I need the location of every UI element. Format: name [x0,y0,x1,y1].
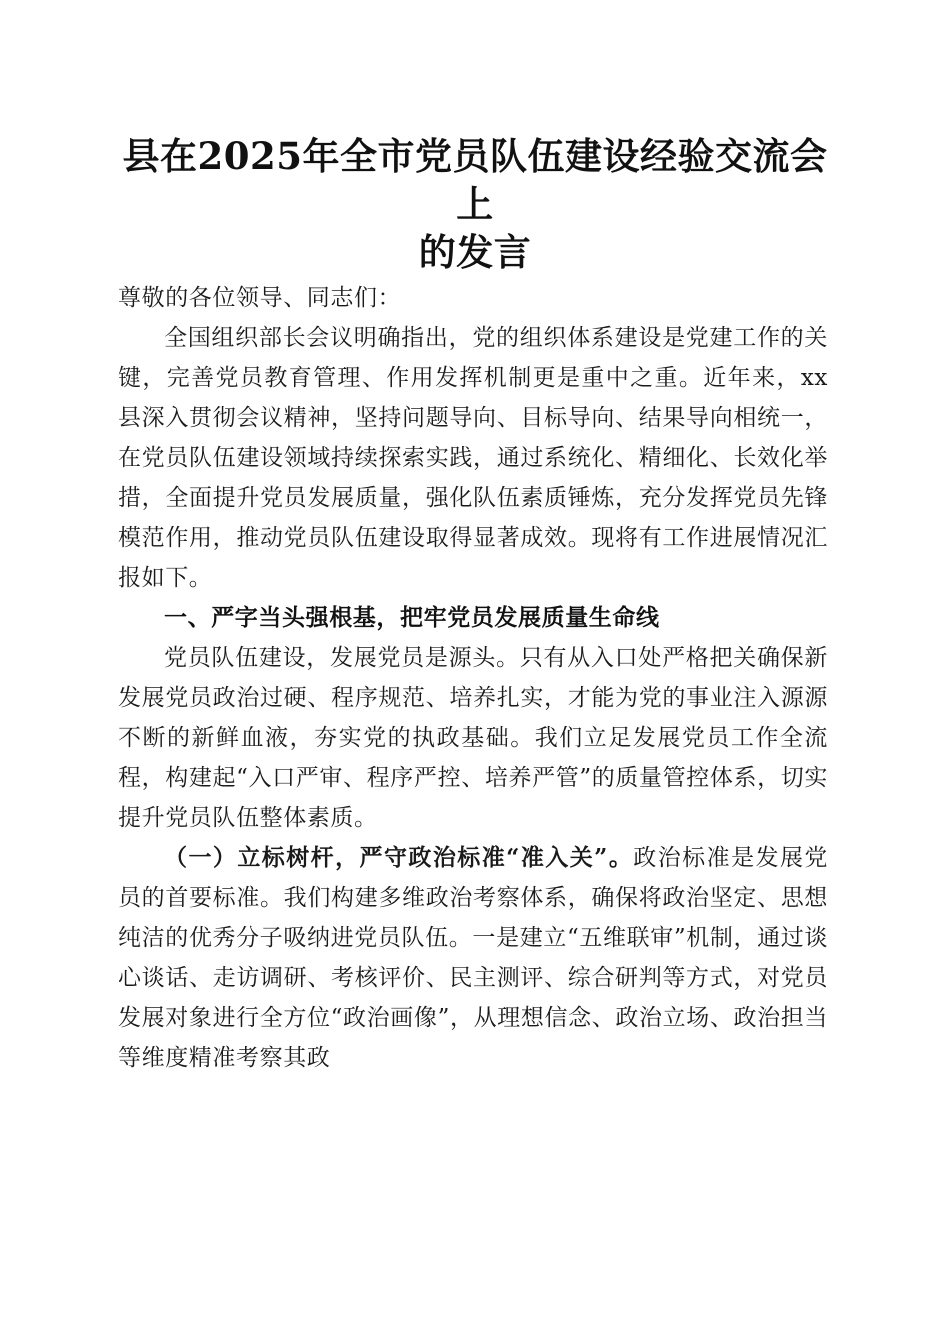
title-line-1: 县在2025年全市党员队伍建设经验交流会上 [122,134,828,226]
document-title [118,132,832,276]
subsection-1-heading: （一）立标树杆，严守政治标准“准入关”。 [164,844,634,871]
salutation: 尊敬的各位领导、同志们： [118,285,402,311]
section-1-paragraph: 党员队伍建设，发展党员是源头。只有从入口处严格把关确保新发展党员政治过硬、程序规范、培养扎实，才能为党的事业注入源源不断的新鲜血液，夯实党的执政基础。我们立足发展党员工作全流程，构建起“入口严审、程序严控、培养严管”的质量管控体系，切实提升党员队伍整体素质。 [118,645,828,831]
document-body [118,278,828,1078]
intro-paragraph: 全国组织部长会议明确指出，党的组织体系建设是党建工作的关键，完善党员教育管理、作用发挥机制更是重中之重。近年来，xx县深入贯彻会议精神，坚持问题导向、目标导向、结果导向相统一，在党员队伍建设领域持续探索实践，通过系统化、精细化、长效化举措，全面提升党员发展质量，强化队伍素质锤炼，充分发挥党员先锋模范作用，推动党员队伍建设取得显著成效。现将有工作进展情况汇报如下。 [118,325,828,591]
subsection-1-text: 政治标准是发展党员的首要标准。我们构建多维政治考察体系，确保将政治坚定、思想纯洁的优秀分子吸纳进党员队伍。一是建立“五维联审”机制，通过谈心谈话、走访调研、考核评价、民主测评、综合研判等方式，对党员发展对象进行全方位“政治画像”，从理想信念、政治立场、政治担当等维度精准考察其政 [118,845,828,1071]
section-1-heading: 一、严字当头强根基，把牢党员发展质量生命线 [164,605,660,631]
subsection-1-paragraph [118,838,828,1078]
title-line-2: 的发言 [418,230,532,274]
